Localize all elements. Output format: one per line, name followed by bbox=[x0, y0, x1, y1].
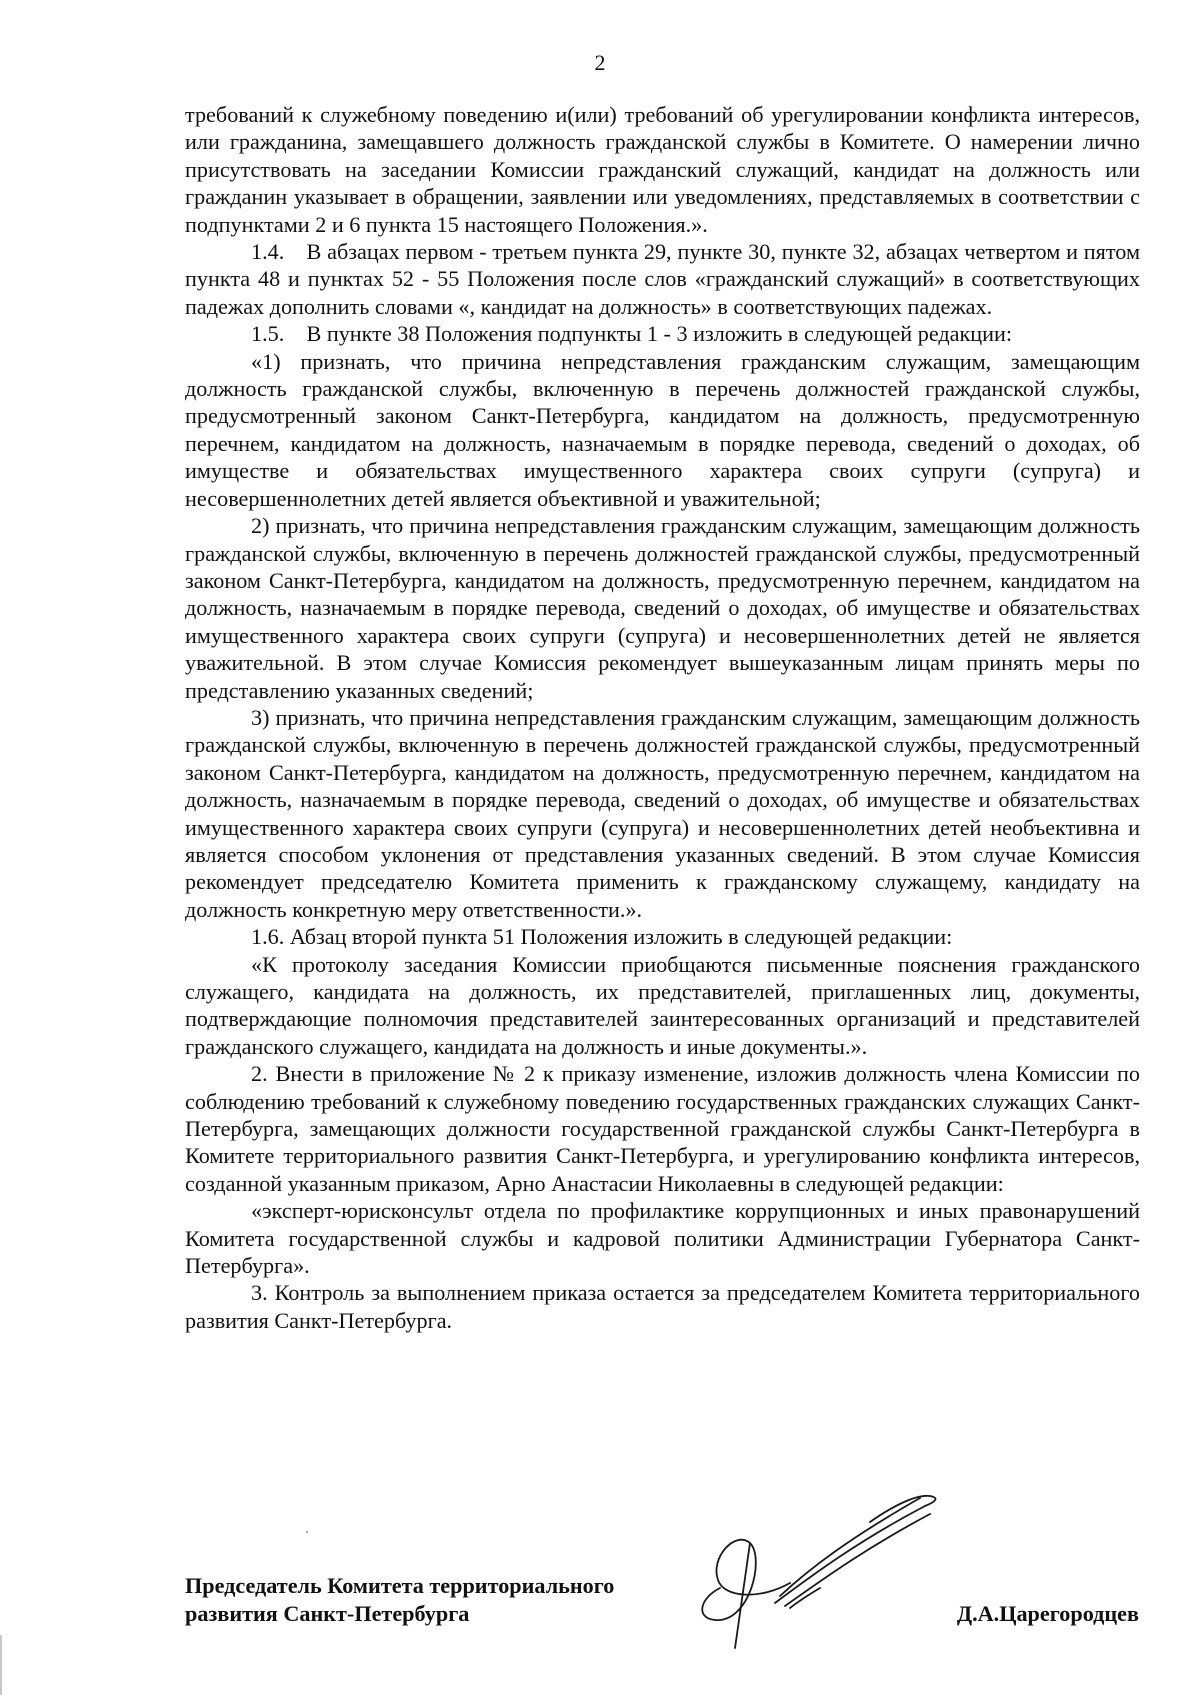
page-number: 2 bbox=[594, 50, 606, 75]
paragraph-subpoint-2: 2) признать, что причина непредставления гражданским служащим, замещающим должность гражданской службы, включенную в перечень должностей гражданской службы, предусмотренный законом Санкт-Петербурга, кандидатом на должность, предусмотренную перечнем, кандидатом на должность, назначаемым в порядке перевода, сведений о доходах, об имуществе и обязательствах имущественного характера своих супруги (супруга) и несовершеннолетних детей не является уважительной. В этом случае Комиссия рекомендует вышеуказанным лицам принять меры по представлению указанных сведений; bbox=[185, 513, 1140, 703]
paragraph-subpoint-1: «1) признать, что причина непредставления гражданским служащим, замещающим должность гражданской службы, включенную в перечень должностей гражданской службы, предусмотренный законом Санкт-Петербурга, кандидатом на должность, предусмотренную перечнем, кандидатом на должность, назначаемым в порядке перевода, сведений о доходах, об имуществе и обязательствах имущественного характера своих супруги (супруга) и несовершеннолетних детей является объективной и уважительной; bbox=[185, 348, 1140, 511]
document-body bbox=[185, 101, 1140, 1334]
paragraph-subpoint-3: 3) признать, что причина непредставления гражданским служащим, замещающим должность гражданской службы, включенную в перечень должностей гражданской службы, предусмотренный законом Санкт-Петербурга, кандидатом на должность, предусмотренную перечнем, кандидатом на должность, назначаемым в порядке перевода, сведений о доходах, об имуществе и обязательствах имущественного характера своих супруги (супруга) и несовершеннолетних детей необъективна и является способом уклонения от представления указанных сведений. В этом случае Комиссия рекомендует председателю Комитета применить к гражданскому служащему, кандидату на должность конкретную меру ответственности.». bbox=[185, 704, 1140, 922]
signatory-title-line-1: Председатель Комитета территориального bbox=[185, 1573, 615, 1598]
paragraph-1-5: 1.5. В пункте 38 Положения подпункты 1 - 3 изложить в следующей редакции: bbox=[251, 321, 1013, 347]
paragraph-1-4: 1.4. В абзацах первом - третьем пункта 29, пункте 30, пункте 32, абзацах четвертом и пятом пункта 48 и пунктах 52 - 55 Положения после слов «гражданский служащий» в соответствующих падежах дополнить словами «, кандидат на должность» в соответствующих падежах. bbox=[185, 239, 1140, 319]
signatory-title bbox=[185, 1572, 614, 1628]
paragraph-continuation: требований к служебному поведению и(или) требований об урегулировании конфликта интересов, или гражданина, замещавшего должность гражданской службы в Комитете. О намерении лично присутствовать на заседании Комиссии гражданский служащий, кандидат на должность или гражданин указывает в обращении, заявлении или уведомлениях, представляемых в соответствии с подпунктами 2 и 6 пункта 15 настоящего Положения.». bbox=[185, 102, 1140, 237]
paragraph-1-6: 1.6. Абзац второй пункта 51 Положения изложить в следующей редакции: bbox=[251, 924, 953, 950]
paragraph-3: 3. Контроль за выполнением приказа остается за председателем Комитета территориального развития Санкт-Петербурга. bbox=[185, 1280, 1140, 1333]
scan-edge-mark bbox=[0, 1635, 2, 1695]
scan-speck bbox=[306, 1531, 308, 1533]
signatory-title-line-2: развития Санкт-Петербурга bbox=[185, 1601, 470, 1626]
paragraph-2: 2. Внести в приложение № 2 к приказу изменение, изложив должность члена Комиссии по соблюдению требований к служебному поведению государственных гражданских служащих Санкт-Петербурга, замещающих должности государственной гражданской службы Санкт-Петербурга в Комитете территориального развития Санкт-Петербурга, и урегулированию конфликта интересов, созданной указанным приказом, Арно Анастасии Николаевны в следующей редакции: bbox=[185, 1061, 1140, 1196]
paragraph-protocol: «К протоколу заседания Комиссии приобщаются письменные пояснения гражданского служащего, кандидата на должность, их представителей, приглашенных лиц, документы, подтверждающие полномочия представителей заинтересованных организаций и представителей гражданского служащего, кандидата на должность и иные документы.». bbox=[185, 951, 1140, 1059]
paragraph-expert: «эксперт-юрисконсульт отдела по профилактике коррупционных и иных правонарушений Комитета государственной службы и кадровой политики Администрации Губернатора Санкт-Петербурга». bbox=[185, 1198, 1140, 1279]
handwritten-signature bbox=[690, 1488, 950, 1658]
signatory-name: Д.А.Царегородцев bbox=[956, 1601, 1139, 1626]
